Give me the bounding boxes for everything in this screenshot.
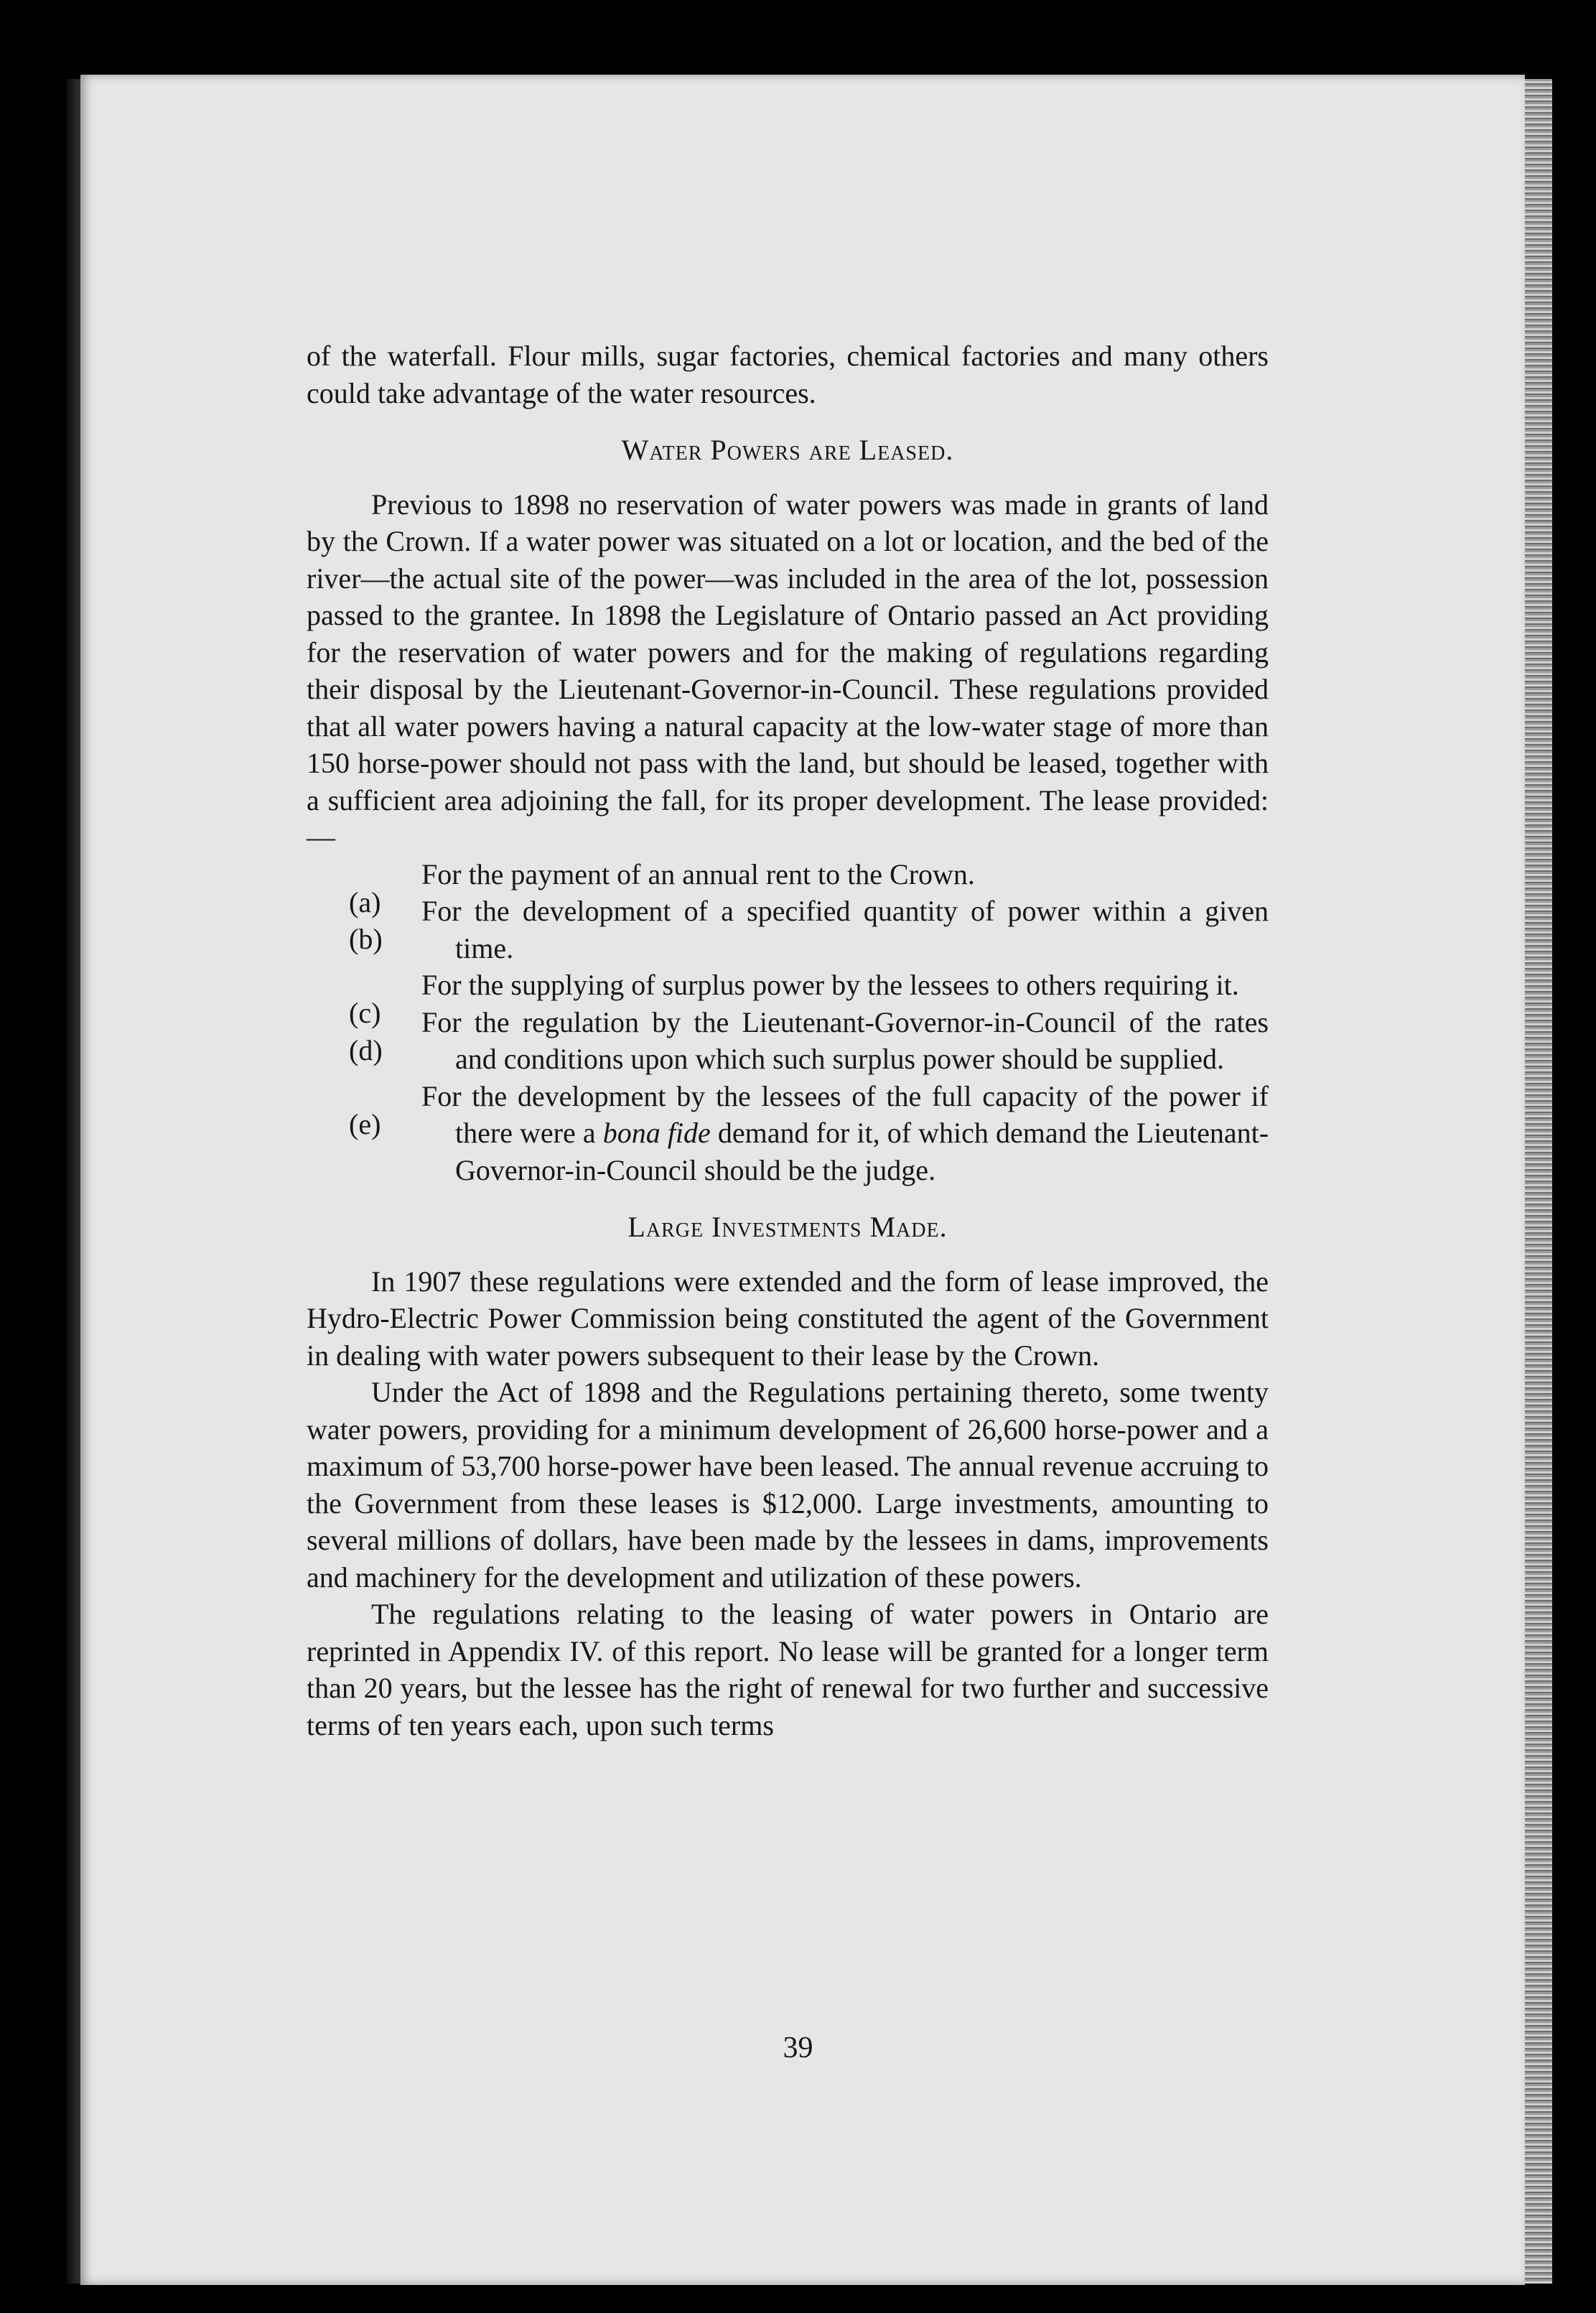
list-item-text-start: For the development by the lessees of the full capacity of the power if there were a (421, 1079, 1269, 1149)
list-item-text-end: demand for it, of which demand the Lieutenant-Governor-in-Council should be the judge. (455, 1117, 1269, 1186)
page-edge (1525, 79, 1552, 2284)
list-item: (e) For the development by the lessees of the full capacity of the power if there were a bona fide demand for it, of which demand the Lieutenant-Governor-in-Council should be the judge. (349, 1079, 1269, 1186)
list-item-text: For the development of a specified quantity of power within a given time. (421, 895, 1269, 964)
lease-provisions-list (307, 856, 1269, 1189)
section-heading-large-investments: Large Investments Made. (627, 1211, 948, 1243)
list-item-text: For the payment of an annual rent to the Crown. (421, 857, 975, 890)
list-item: (d) For the regulation by the Lieutenant-Governor-in-Council of the rates and conditions upon which such surplus power should be supplied. (349, 1005, 1269, 1075)
list-item-text: For the regulation by the Lieutenant-Governor-in-Council of the rates and conditions upon which such surplus power should be supplied. (421, 1005, 1269, 1075)
page-body (307, 338, 1269, 1744)
section-heading-water-powers: Water Powers are Leased. (621, 434, 954, 466)
section-2-paragraph: Under the Act of 1898 and the Regulations pertaining thereto, some twenty water powers, providing for a minimum development of 26,600 horse-power and a maximum of 53,700 horse-power have been leased. The annual revenue accruing to the Government from these leases is $12,000. Large investments, amounting to several millions of dollars, have been made by the lessees in dams, improvements and machinery for the development and utilization of these powers. (307, 1376, 1269, 1593)
page-number: 39 (783, 2032, 813, 2065)
list-item: (c) For the supplying of surplus power by the lessees to others requiring it. (349, 969, 1239, 1029)
section-2-paragraph: In 1907 these regulations were extended and the form of lease improved, the Hydro-Electric Power Commission being constituted the agent of the Government in dealing with water powers subsequent to their lease by the Crown. (307, 1265, 1269, 1372)
list-item: (a) For the payment of an annual rent to the Crown. (349, 857, 975, 918)
opening-paragraph: of the waterfall. Flour mills, sugar factories, chemical factories and many others could take advantage of the water resources. (307, 340, 1269, 409)
italic-phrase: bona fide (602, 1117, 711, 1149)
list-item: (b) For the development of a specified quantity of power within a given time. (349, 895, 1269, 964)
section-2-paragraph: The regulations relating to the leasing of water powers in Ontario are reprinted in Appendix IV. of this report. No lease will be granted for a longer term than 20 years, but the lessee has the right of renewal for two further and successive terms of ten years each, upon such terms (307, 1598, 1269, 1741)
section-1-paragraph: Previous to 1898 no reservation of water powers was made in grants of land by the Crown. If a water power was situated on a lot or location, and the bed of the river—the actual site of the power—was included in the area of the lot, possession passed to the grantee. In 1898 the Legislature of Ontario passed an Act providing for the reservation of water powers and for the making of regulations regarding their disposal by the Lieutenant-Governor-in-Council. These regulations provided that all water powers having a natural capacity at the low-water stage of more than 150 horse-power should not pass with the land, but should be leased, together with a sufficient area adjoining the fall, for its proper development. The lease provided:— (307, 488, 1269, 853)
list-item-text: For the supplying of surplus power by the lessees to others requiring it. (421, 969, 1239, 1001)
